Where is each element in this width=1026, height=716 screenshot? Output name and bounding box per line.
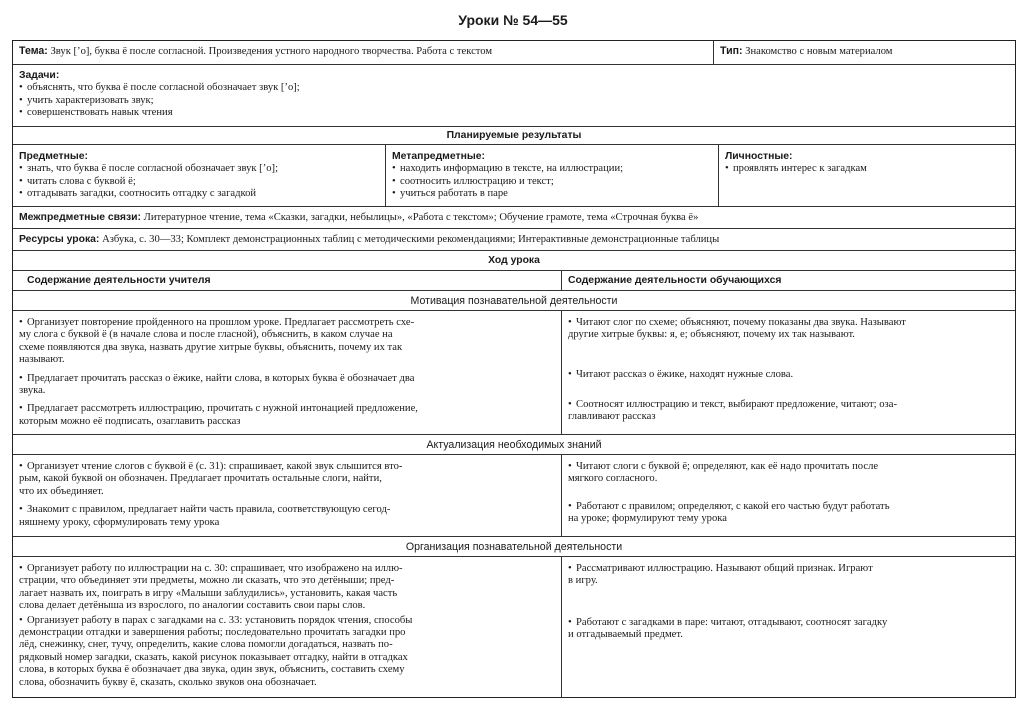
teacher-activities xyxy=(13,557,561,697)
section-header-row xyxy=(13,435,1015,455)
planned-results-header-row xyxy=(13,127,1015,145)
text-line: • Работают с правилом; определяют, с какой его частью будут работать xyxy=(568,501,890,513)
student-activity xyxy=(568,369,793,381)
section-body-row xyxy=(13,455,1015,537)
meta-results-label: Метапредметные: xyxy=(392,151,485,162)
text-line: • Организует работу по иллюстрации на с. 30: спрашивает, что изображено на иллю- xyxy=(19,563,555,575)
page-title: Уроки № 54—55 xyxy=(458,12,568,28)
student-activity xyxy=(568,317,906,342)
text-line: демонстрации отгадки и завершения работы; последовательно прочитать загадки про xyxy=(19,627,406,639)
text-line: • Предлагает прочитать рассказ о ёжике, найти слова, в которых буква ё обозначает два xyxy=(19,373,555,385)
text-line: • Работают с загадками в паре: читают, отгадывают, соотносят загадку xyxy=(568,617,887,629)
meta-result-item: • учиться работать в паре xyxy=(392,188,712,200)
meta-result-item: • соотносить иллюстрацию и текст; xyxy=(392,176,712,188)
interdisciplinary-label: Межпредметные связи: xyxy=(19,212,141,223)
tasks-row xyxy=(13,65,1015,127)
section-title: Актуализация необходимых знаний xyxy=(426,439,602,451)
text-line: рядковый номер загадки, сказать, какой рисунок показывает отгадку, найти в отгадках xyxy=(19,651,408,663)
text-line: мягкого согласного. xyxy=(568,473,658,485)
teacher-activity xyxy=(19,403,555,428)
teacher-activity xyxy=(19,373,555,398)
subject-results-label: Предметные: xyxy=(19,151,88,162)
section-body-row xyxy=(13,311,1015,435)
meta-result-item: • находить информацию в тексте, на иллюстрации; xyxy=(392,163,712,175)
text-line: няшнему уроку, сформулировать тему урока xyxy=(19,516,220,528)
text-line: что их объединяет. xyxy=(19,485,104,497)
text-line: звука. xyxy=(19,385,46,397)
text-line: слова делает детёныша из взрослого, по аналогии составить свои пары слов. xyxy=(19,600,366,612)
text-line: му слога с буквой ё (в начале слова и после гласной), объяснить, в каком случае на xyxy=(19,329,393,341)
text-line: на уроке; формулируют тему урока xyxy=(568,513,727,525)
meta-results-cell xyxy=(386,145,718,206)
teacher-column-header: Содержание деятельности учителя xyxy=(27,275,211,286)
student-activities xyxy=(562,455,1015,536)
text-line: слова, обозначить букву ё, сказать, сколько звуков она обозначает. xyxy=(19,676,317,688)
topic-text: Звук [’о], буква ё после согласной. Произведения устного народного творчества. Работа с текстом xyxy=(50,46,493,57)
type-cell xyxy=(714,41,1015,64)
planned-results-row xyxy=(13,145,1015,207)
subject-result-item: • читать слова с буквой ё; xyxy=(19,176,379,188)
section-title: Мотивация познавательной деятельности xyxy=(410,295,618,307)
text-line: лёд, снежинку, снег, тучу, определить, какие слова помогли догадаться, назвать по- xyxy=(19,639,393,651)
resources-text: Азбука, с. 30—33; Комплект демонстрационных таблиц с методическими рекомендациями; Интерактивные демонстрационные таблицы xyxy=(102,234,720,245)
teacher-activity xyxy=(19,563,555,613)
text-line: схеме появляются два звука, назвать другие хитрые буквы, объяснить, почему их так xyxy=(19,341,403,353)
student-activity xyxy=(568,399,897,424)
task-item: • объяснять, что буква ё после согласной обозначает звук [’о]; xyxy=(19,82,1009,94)
text-line: главливают рассказ xyxy=(568,411,656,423)
text-line: страции, что объединяет эти предметы, можно ли сказать, что это детёныши; пред- xyxy=(19,575,395,587)
interdisciplinary-text: Литературное чтение, тема «Сказки, загадки, небылицы», «Работа с текстом»; Обучение грамоте, тема «Строчная буква ё» xyxy=(143,212,699,223)
topic-label: Тема: xyxy=(19,45,48,57)
tasks-cell xyxy=(13,65,1015,126)
text-line: лагает назвать их, поиграть в игру «Малыши заблудились», установить, какая часть xyxy=(19,587,398,599)
interdisciplinary-row xyxy=(13,207,1015,229)
text-line: в игру. xyxy=(568,575,598,587)
section-body-row xyxy=(13,557,1015,697)
text-line: • Рассматривают иллюстрацию. Называют общий признак. Играют xyxy=(568,563,873,575)
text-line: • Организует повторение пройденного на прошлом уроке. Предлагает рассмотреть схе- xyxy=(19,317,555,329)
text-line: • Организует чтение слогов с буквой ё (с. 31): спрашивает, какой звук слышится вто- xyxy=(19,461,555,473)
student-activities xyxy=(562,557,1015,697)
text-line: • Знакомит с правилом, предлагает найти часть правила, соответствующую сегод- xyxy=(19,504,555,516)
subject-result-item: • знать, что буква ё после согласной обозначает звук [’о]; xyxy=(19,163,379,175)
personal-results-label: Личностные: xyxy=(725,151,793,162)
text-line: другие хитрые буквы: я, е; объясняют, почему их так называют. xyxy=(568,329,855,341)
student-activities xyxy=(562,311,1015,434)
subject-result-item: • отгадывать загадки, соотносить отгадку с загадкой xyxy=(19,188,379,200)
student-activity xyxy=(568,501,890,526)
student-activity xyxy=(568,461,878,486)
teacher-activities xyxy=(13,311,561,434)
topic-cell xyxy=(13,41,713,64)
teacher-activity xyxy=(19,504,555,529)
task-item: • совершенствовать навык чтения xyxy=(19,107,1009,119)
resources-label: Ресурсы урока: xyxy=(19,234,100,245)
task-item: • учить характеризовать звук; xyxy=(19,95,1009,107)
topic-row xyxy=(13,41,1015,65)
student-activity xyxy=(568,563,873,588)
text-line: • Соотносят иллюстрацию и текст, выбирают предложение, читают; оза- xyxy=(568,399,897,411)
planned-results-header: Планируемые результаты xyxy=(446,130,582,141)
students-column-header: Содержание деятельности обучающихся xyxy=(568,275,782,286)
student-activity xyxy=(568,617,887,642)
lesson-flow-header-row xyxy=(13,251,1015,271)
text-line: и отгадываемый предмет. xyxy=(568,629,683,641)
text-line: • Читают слог по схеме; объясняют, почему показаны два звука. Называют xyxy=(568,317,906,329)
subject-results-cell xyxy=(13,145,385,206)
text-line: называют. xyxy=(19,354,65,366)
text-line: рым, какой буквой он обозначен. Предлагает прочитать остальные слоги, найти, xyxy=(19,473,382,485)
lesson-plan-table xyxy=(12,40,1016,698)
resources-row xyxy=(13,229,1015,251)
personal-results-cell xyxy=(719,145,1015,206)
text-line: • Предлагает рассмотреть иллюстрацию, прочитать с нужной интонацией предложение, xyxy=(19,403,555,415)
type-text: Знакомство с новым материалом xyxy=(745,46,893,57)
personal-result-item: • проявлять интерес к загадкам xyxy=(725,163,1009,175)
teacher-activity xyxy=(19,317,555,367)
section-header-row xyxy=(13,537,1015,557)
lesson-flow-header: Ход урока xyxy=(488,255,540,266)
interdisciplinary-cell xyxy=(13,207,1015,228)
text-line: • Читают рассказ о ёжике, находят нужные слова. xyxy=(568,369,793,381)
section-title: Организация познавательной деятельности xyxy=(405,541,623,553)
resources-cell xyxy=(13,229,1015,250)
text-line: • Читают слоги с буквой ё; определяют, как её надо прочитать после xyxy=(568,461,878,473)
text-line: • Организует работу в парах с загадками на с. 33: установить порядок чтения, способы xyxy=(19,615,555,627)
text-line: которым можно её подписать, озаглавить рассказ xyxy=(19,415,241,427)
teacher-activities xyxy=(13,455,561,536)
teacher-activity xyxy=(19,615,555,689)
text-line: слова, в которых буква ё обозначает два звука, один звук, объяснить, составить схему xyxy=(19,664,405,676)
column-headers-row xyxy=(13,271,1015,291)
type-label: Тип: xyxy=(720,45,743,57)
teacher-activity xyxy=(19,461,555,498)
section-header-row xyxy=(13,291,1015,311)
tasks-label: Задачи: xyxy=(19,70,60,81)
